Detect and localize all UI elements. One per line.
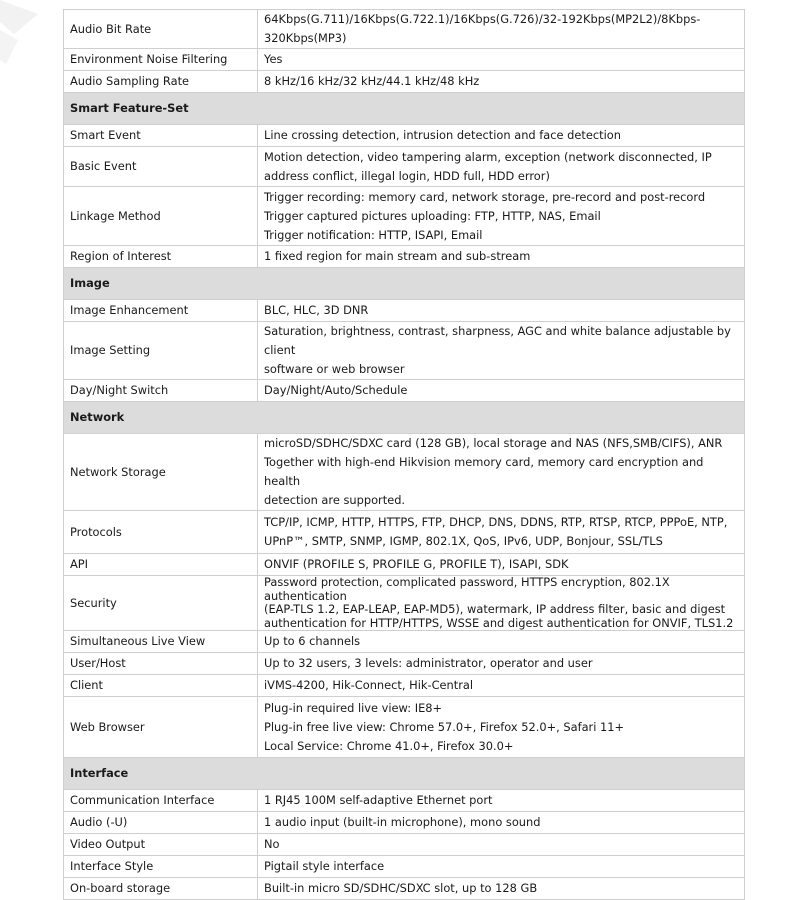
spec-value-line: Yes (264, 52, 283, 66)
section-header-row (64, 268, 745, 300)
spec-value-line: iVMS-4200, Hik-Connect, Hik-Central (264, 678, 474, 692)
spec-value-line: Together with high-end Hikvision memory card, memory card encryption and health (264, 455, 704, 488)
spec-row (64, 834, 745, 856)
spec-value (258, 653, 745, 675)
spec-value-line: 64Kbps(G.711)/16Kbps(G.722.1)/16Kbps(G.726)/32-192Kbps(MP2L2)/8Kbps- (264, 12, 701, 26)
spec-value (258, 10, 745, 49)
spec-value (258, 511, 745, 554)
spec-row (64, 631, 745, 653)
spec-value-line: No (264, 837, 280, 851)
spec-value-line: Up to 32 users, 3 levels: administrator, operator and user (264, 656, 593, 670)
spec-value-line: software or web browser (264, 362, 405, 376)
spec-value-line: Plug-in required live view: IE8+ (264, 700, 443, 715)
spec-value (258, 576, 745, 631)
spec-value (258, 554, 745, 576)
spec-name: Simultaneous Live View (64, 631, 258, 653)
spec-row (64, 812, 745, 834)
spec-row (64, 71, 745, 93)
spec-row (64, 554, 745, 576)
spec-value-line: Pigtail style interface (264, 859, 385, 873)
spec-row (64, 49, 745, 71)
spec-value-line: Motion detection, video tampering alarm, exception (network disconnected, IP (264, 149, 712, 164)
spec-name: Audio Sampling Rate (64, 71, 258, 93)
spec-value (258, 125, 745, 147)
spec-value (258, 147, 745, 187)
spec-value (258, 812, 745, 834)
spec-value-line: microSD/SDHC/SDXC card (128 GB), local storage and NAS (NFS,SMB/CIFS), ANR (264, 436, 723, 450)
spec-table-body (64, 10, 745, 900)
spec-row (64, 675, 745, 697)
spec-name: Web Browser (64, 697, 258, 758)
spec-value-line: authentication for HTTP/HTTPS, WSSE and digest authentication for ONVIF, TLS1.2 (264, 615, 734, 630)
spec-name: Client (64, 675, 258, 697)
spec-row (64, 300, 745, 322)
spec-value-line: 1 fixed region for main stream and sub-stream (264, 249, 531, 263)
spec-row (64, 697, 745, 758)
spec-value (258, 322, 745, 380)
spec-name: Day/Night Switch (64, 380, 258, 402)
spec-value-line: 1 RJ45 100M self-adaptive Ethernet port (264, 793, 493, 807)
spec-row (64, 187, 745, 246)
spec-value (258, 300, 745, 322)
spec-value-line: Trigger recording: memory card, network storage, pre-record and post-record (264, 189, 706, 204)
spec-value-line: Line crossing detection, intrusion detection and face detection (264, 128, 621, 142)
spec-name: User/Host (64, 653, 258, 675)
spec-row (64, 147, 745, 187)
spec-value (258, 878, 745, 900)
spec-value-line: 8 kHz/16 kHz/32 kHz/44.1 kHz/48 kHz (264, 74, 480, 88)
spec-row (64, 790, 745, 812)
spec-row (64, 434, 745, 511)
spec-name: Linkage Method (64, 187, 258, 246)
spec-value (258, 790, 745, 812)
spec-value (258, 49, 745, 71)
spec-row (64, 878, 745, 900)
spec-name: API (64, 554, 258, 576)
spec-value-line: BLC, HLC, 3D DNR (264, 303, 369, 317)
spec-value-line: Saturation, brightness, contrast, sharpness, AGC and white balance adjustable by client (264, 324, 731, 357)
spec-value-line: Plug-in free live view: Chrome 57.0+, Firefox 52.0+, Safari 11+ (264, 719, 625, 734)
spec-row (64, 653, 745, 675)
spec-value-line: Local Service: Chrome 41.0+, Firefox 30.0+ (264, 738, 514, 753)
spec-value (258, 380, 745, 402)
spec-value (258, 856, 745, 878)
spec-name: Network Storage (64, 434, 258, 511)
section-title: Image (64, 268, 745, 300)
spec-value (258, 697, 745, 758)
spec-row (64, 511, 745, 554)
spec-value-line: (EAP-TLS 1.2, EAP-LEAP, EAP-MD5), watermark, IP address filter, basic and digest (264, 602, 726, 616)
spec-name: Image Setting (64, 322, 258, 380)
spec-name: On-board storage (64, 878, 258, 900)
spec-row (64, 125, 745, 147)
spec-name: Environment Noise Filtering (64, 49, 258, 71)
spec-value-line: address conflict, illegal login, HDD full, HDD error) (264, 168, 550, 183)
spec-name: Basic Event (64, 147, 258, 187)
spec-value-line: 320Kbps(MP3) (264, 31, 347, 45)
section-title: Interface (64, 758, 745, 790)
spec-value-line: Up to 6 channels (264, 634, 361, 648)
spec-value-line: Day/Night/Auto/Schedule (264, 383, 408, 397)
spec-value (258, 834, 745, 856)
spec-value (258, 187, 745, 246)
section-title: Smart Feature-Set (64, 93, 745, 125)
watermark-logo (0, 0, 60, 70)
spec-name: Interface Style (64, 856, 258, 878)
spec-value-line: TCP/IP, ICMP, HTTP, HTTPS, FTP, DHCP, DNS, DDNS, RTP, RTSP, RTCP, PPPoE, NTP, (264, 515, 728, 529)
spec-row (64, 576, 745, 631)
spec-value (258, 246, 745, 268)
spec-name: Communication Interface (64, 790, 258, 812)
spec-row (64, 380, 745, 402)
spec-name: Protocols (64, 511, 258, 554)
section-title: Network (64, 402, 745, 434)
spec-value-line: Trigger notification: HTTP, ISAPI, Email (264, 227, 483, 242)
spec-value-line: Built-in micro SD/SDHC/SDXC slot, up to 128 GB (264, 881, 538, 895)
spec-name: Image Enhancement (64, 300, 258, 322)
spec-name: Audio (-U) (64, 812, 258, 834)
spec-table (63, 9, 745, 900)
spec-name: Smart Event (64, 125, 258, 147)
spec-value-line: Password protection, complicated password, HTTPS encryption, 802.1X authentication (264, 575, 670, 603)
spec-name: Security (64, 576, 258, 631)
spec-row (64, 322, 745, 380)
spec-name: Video Output (64, 834, 258, 856)
spec-value-line: 1 audio input (built-in microphone), mono sound (264, 815, 541, 829)
spec-row (64, 856, 745, 878)
spec-name: Region of Interest (64, 246, 258, 268)
spec-value-line: Trigger captured pictures uploading: FTP, HTTP, NAS, Email (264, 208, 601, 223)
spec-value (258, 71, 745, 93)
spec-value-line: UPnP™, SMTP, SNMP, IGMP, 802.1X, QoS, IPv6, UDP, Bonjour, SSL/TLS (264, 534, 663, 548)
spec-value-line: ONVIF (PROFILE S, PROFILE G, PROFILE T), ISAPI, SDK (264, 557, 569, 571)
spec-name: Audio Bit Rate (64, 10, 258, 49)
section-header-row (64, 93, 745, 125)
spec-value-line: detection are supported. (264, 493, 406, 507)
spec-row (64, 246, 745, 268)
spec-row (64, 10, 745, 49)
spec-value (258, 434, 745, 511)
spec-value (258, 675, 745, 697)
spec-value (258, 631, 745, 653)
section-header-row (64, 402, 745, 434)
section-header-row (64, 758, 745, 790)
